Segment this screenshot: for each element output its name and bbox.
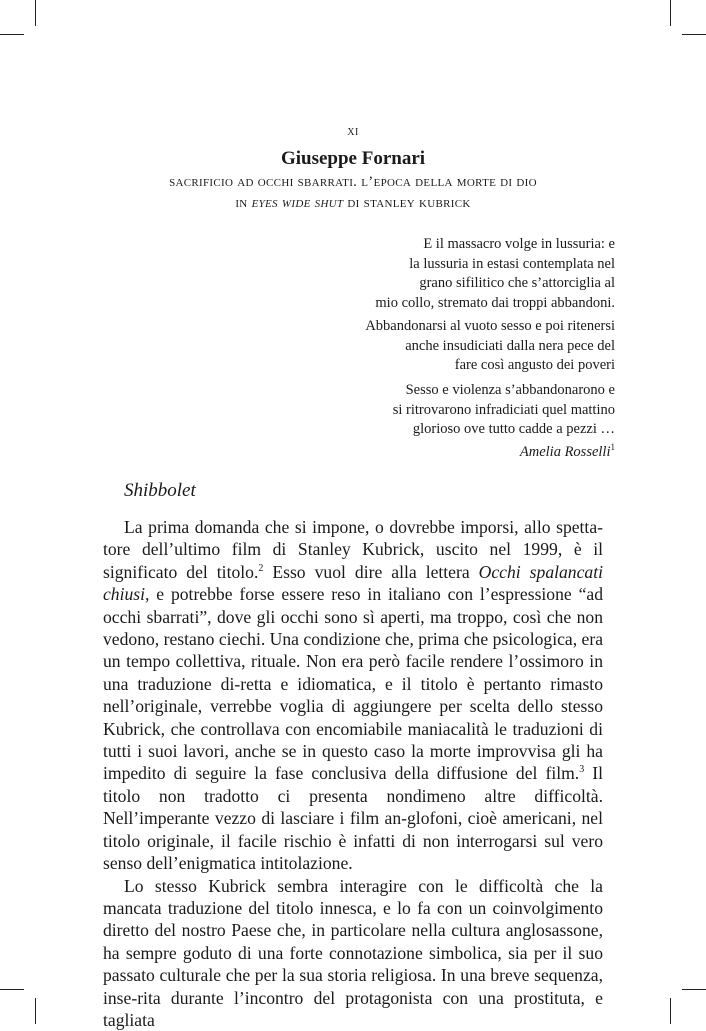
body-text	[103, 516, 603, 1031]
epigraph-line: Abbandonarsi al vuoto sesso e poi ritenersi	[255, 317, 615, 337]
paragraph-1-text-b: Esso vuol dire alla lettera	[263, 562, 478, 582]
epigraph-stanza-2	[255, 317, 615, 376]
epigraph-line: fare così angusto dei poveri	[255, 356, 615, 376]
chapter-number: xi	[0, 124, 706, 140]
chapter-author: Giuseppe Fornari	[0, 148, 706, 170]
footnote-ref-1[interactable]: 1	[611, 442, 616, 452]
epigraph-line: la lussuria in estasi contemplata nel	[255, 255, 615, 275]
chapter-title-line-2	[0, 195, 706, 212]
epigraph-attribution	[520, 444, 615, 461]
paragraph-1-text-c: e potrebbe forse essere reso in italiano con l’espressione “ad occhi sbarrati”, dove gli occhi sono sì aperti, ma troppo, così che non vedono, restano ciechi. Una condizione che, prima che psicologica, era un tempo collettiva, rituale. Non era però facile rendere l’ossimoro in una traduzione di-retta e idiomatica, e il titolo è pertanto rimasto nell’originale, verrebbe voglia di aggiungere per scelta dello stesso Kubrick, che controllava con encomiabile maniacalità le traduzioni di tutti i suoi lavori, anche se in questo caso la morte improvvisa gli ha impedito di seguire la fase conclusiva della diffusione del film.	[103, 584, 603, 783]
section-heading: Shibbolet	[124, 480, 196, 502]
epigraph-line: mio collo, stremato dai troppi abbandoni.	[255, 294, 615, 314]
epigraph-author: Amelia Rosselli	[520, 444, 611, 460]
crop-mark-top-right-horizontal	[682, 34, 706, 35]
film-title: eyes wide shut	[252, 195, 344, 211]
paragraph-2: Lo stesso Kubrick sembra interagire con le difficoltà che la mancata traduzione del titolo innesca, e lo fa con un coinvolgimento diretto del nostro Paese che, in particolare nella cultura anglosassone, ha sempre goduto di una forte connotazione simbolica, sia per il suo passato culturale che per la sua storia religiosa. In una breve sequenza, inse-rita durante l’incontro del protagonista con una prostituta, e tagliata	[103, 875, 603, 1031]
paragraph-1-text-a: La prima domanda che si impone, o dovrebbe imporsi, allo spetta-tore dell’ultimo film di Stanley Kubrick, uscito nel 1999, è il significato del titolo.	[103, 517, 603, 582]
crop-mark-bottom-right	[670, 998, 671, 1024]
epigraph-stanza-1	[255, 235, 615, 313]
italic-translation: Occhi spalancati chiusi,	[103, 562, 603, 604]
crop-mark-bottom-left-horizontal	[0, 989, 24, 990]
crop-mark-bottom-right-horizontal	[682, 989, 706, 990]
crop-mark-top-left-horizontal	[0, 34, 24, 35]
epigraph-stanza-3	[255, 381, 615, 440]
epigraph-line: anche insudiciati dalla nera pece del	[255, 337, 615, 357]
crop-mark-top-left	[35, 0, 36, 26]
epigraph-line: Sesso e violenza s’abbandonarono e	[255, 381, 615, 401]
title-line-2-suffix: di stanley kubrick	[343, 195, 470, 211]
paragraph-1	[103, 516, 603, 875]
footnote-ref-2[interactable]: 2	[258, 563, 263, 574]
footnote-ref-3[interactable]: 3	[579, 765, 584, 776]
epigraph-line: glorioso ove tutto cadde a pezzi …	[255, 420, 615, 440]
epigraph-line: grano sifilitico che s’attorciglia al	[255, 274, 615, 294]
epigraph-line: E il massacro volge in lussuria: e	[255, 235, 615, 255]
epigraph-line: si ritrovarono infradiciati quel mattino	[255, 401, 615, 421]
paragraph-1-text-d: Il titolo non tradotto ci presenta nondimeno altre difficoltà. Nell’imperante vezzo di lasciare i film an-glofoni, cioè americani, nel titolo originale, il facile rischio è infatti di non interrogarsi sul vero senso dell’enigmatica intitolazione.	[103, 763, 603, 873]
crop-mark-top-right	[670, 0, 671, 26]
title-line-2-prefix: in	[235, 195, 251, 211]
crop-mark-bottom-left	[35, 998, 36, 1024]
chapter-title-line-1: sacrificio ad occhi sbarrati. l’epoca della morte di dio	[0, 174, 706, 191]
